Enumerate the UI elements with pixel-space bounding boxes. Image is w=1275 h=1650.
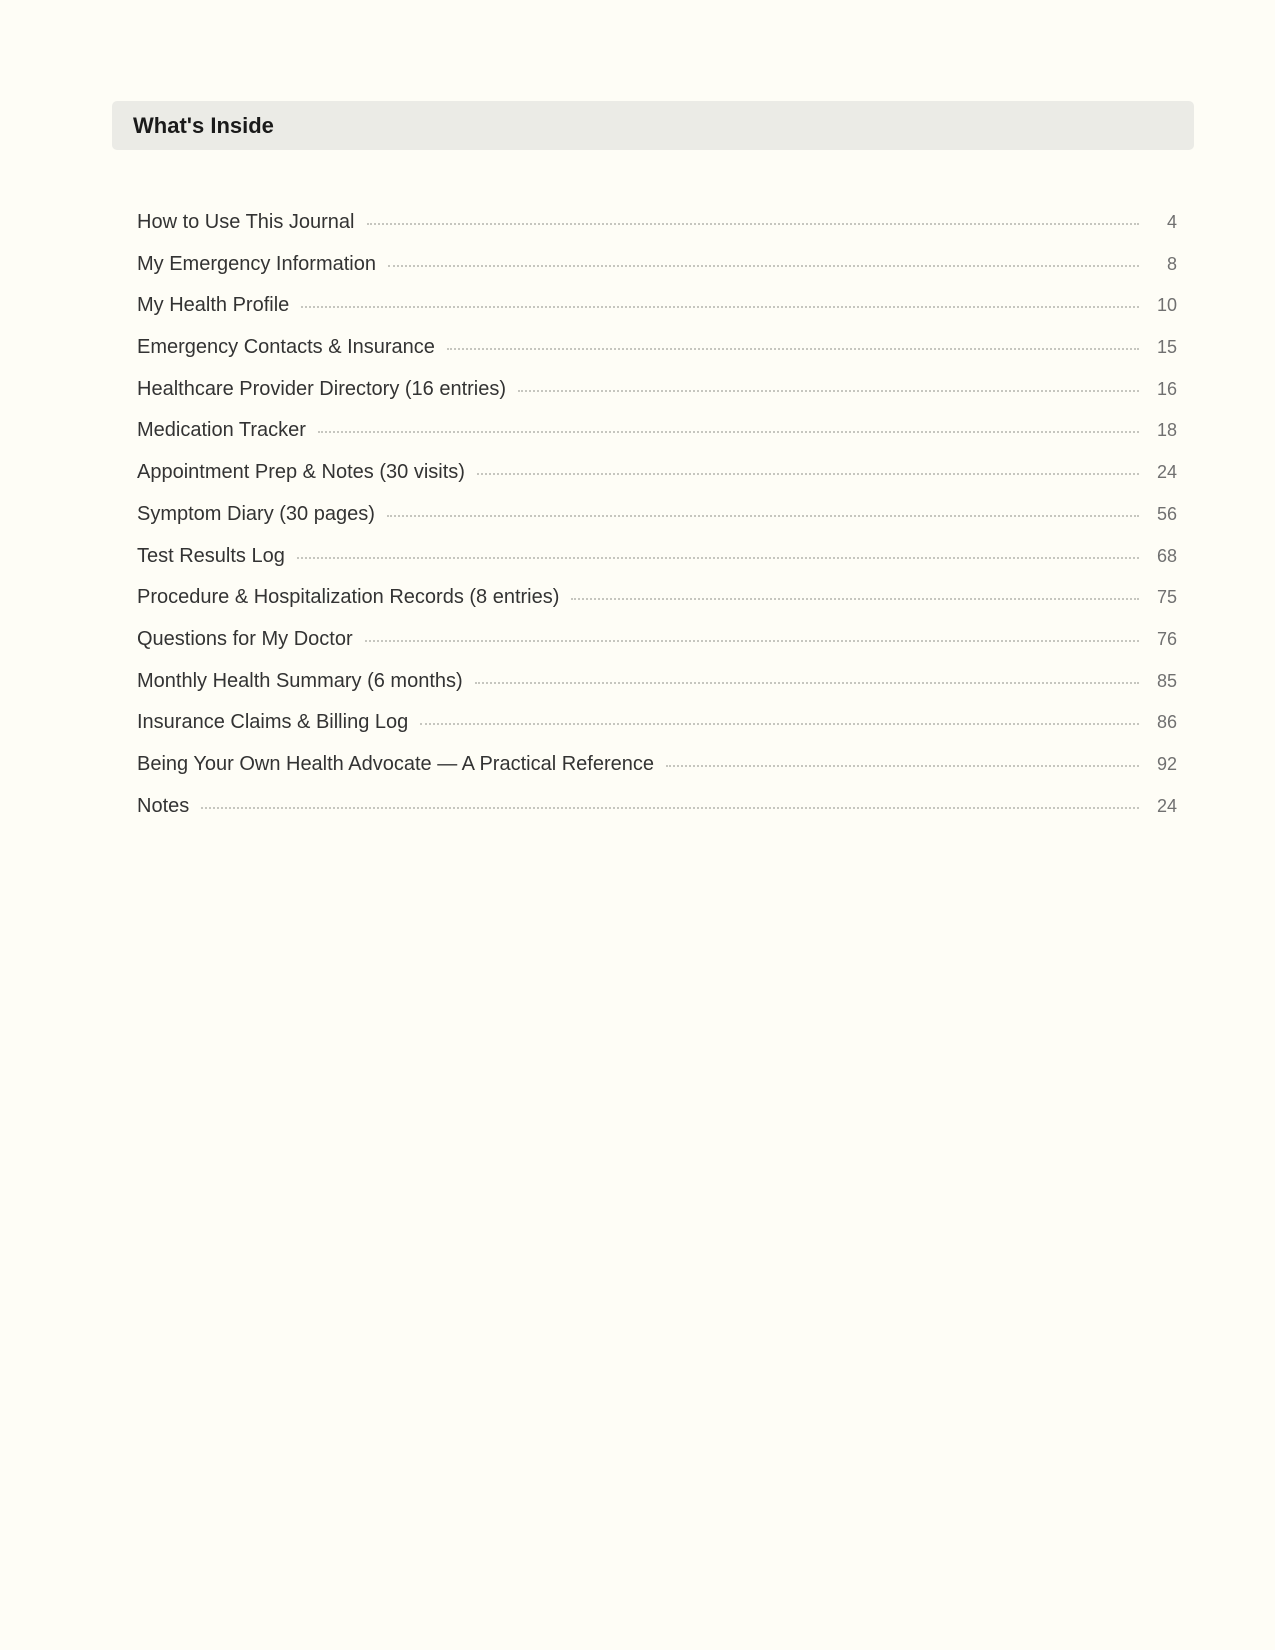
toc-entry[interactable] [137, 494, 1177, 536]
dot-leader [365, 639, 1139, 642]
dot-leader [447, 347, 1139, 350]
toc-entry-page: 92 [1156, 753, 1177, 774]
toc-entry-title: Procedure & Hospitalization Records (8 entries) [137, 586, 560, 609]
toc-entry-title: Insurance Claims & Billing Log [137, 711, 409, 734]
dot-leader [201, 806, 1139, 809]
dot-leader [571, 597, 1139, 600]
toc-entry-page: 68 [1156, 545, 1177, 566]
toc-entry-page: 16 [1156, 378, 1177, 399]
toc-entry-title: Questions for My Doctor [137, 627, 353, 650]
toc-entry-page: 10 [1156, 295, 1177, 316]
toc-entry-page: 4 [1166, 212, 1177, 232]
toc-entry-title: Being Your Own Health Advocate — A Practical Reference [137, 752, 654, 775]
toc-entry-title: Monthly Health Summary (6 months) [137, 669, 463, 692]
toc-entry[interactable] [137, 285, 1177, 327]
toc-entry-title: How to Use This Journal [137, 211, 355, 233]
toc-entry-page: 18 [1156, 420, 1177, 441]
toc-entry-page: 75 [1156, 587, 1177, 608]
toc-entry[interactable] [137, 577, 1177, 619]
toc-entry[interactable] [137, 702, 1177, 744]
toc-entry-page: 8 [1166, 253, 1177, 274]
toc-entry[interactable] [137, 661, 1177, 703]
toc-entry-page: 86 [1156, 712, 1177, 733]
toc-entry-title: My Health Profile [137, 294, 290, 317]
toc-entry[interactable] [137, 536, 1177, 578]
toc-entry-page: 15 [1156, 337, 1177, 358]
table-of-contents [137, 202, 1177, 827]
dot-leader [518, 389, 1139, 392]
toc-entry-page: 56 [1156, 503, 1177, 524]
toc-entry[interactable] [137, 244, 1177, 286]
toc-entry-title: Test Results Log [137, 544, 285, 567]
dot-leader [297, 556, 1139, 559]
section-header [112, 101, 1194, 150]
toc-entry-title: My Emergency Information [137, 252, 376, 275]
toc-entry[interactable] [137, 369, 1177, 411]
toc-entry[interactable] [137, 327, 1177, 369]
toc-entry-title: Emergency Contacts & Insurance [137, 336, 435, 359]
dot-leader [420, 722, 1139, 725]
toc-entry-title: Notes [137, 794, 190, 817]
toc-entry[interactable] [137, 410, 1177, 452]
toc-entry[interactable] [137, 744, 1177, 786]
dot-leader [367, 222, 1140, 225]
toc-entry[interactable] [137, 786, 1177, 828]
toc-entry[interactable] [137, 619, 1177, 661]
section-title: What's Inside [133, 112, 274, 138]
toc-entry-page: 76 [1156, 628, 1177, 649]
dot-leader [318, 430, 1139, 433]
toc-entry[interactable] [137, 202, 1177, 244]
toc-entry-page: 24 [1156, 462, 1177, 483]
dot-leader [301, 305, 1139, 308]
dot-leader [388, 264, 1139, 267]
toc-entry-title: Appointment Prep & Notes (30 visits) [137, 461, 465, 484]
dot-leader [387, 514, 1139, 517]
toc-entry-title: Medication Tracker [137, 419, 306, 442]
toc-entry-title: Symptom Diary (30 pages) [137, 502, 375, 525]
dot-leader [477, 472, 1139, 475]
dot-leader [475, 681, 1139, 684]
toc-entry[interactable] [137, 452, 1177, 494]
dot-leader [666, 764, 1139, 767]
toc-entry-page: 24 [1156, 795, 1177, 816]
toc-entry-page: 85 [1156, 670, 1177, 691]
toc-entry-title: Healthcare Provider Directory (16 entries) [137, 377, 507, 400]
